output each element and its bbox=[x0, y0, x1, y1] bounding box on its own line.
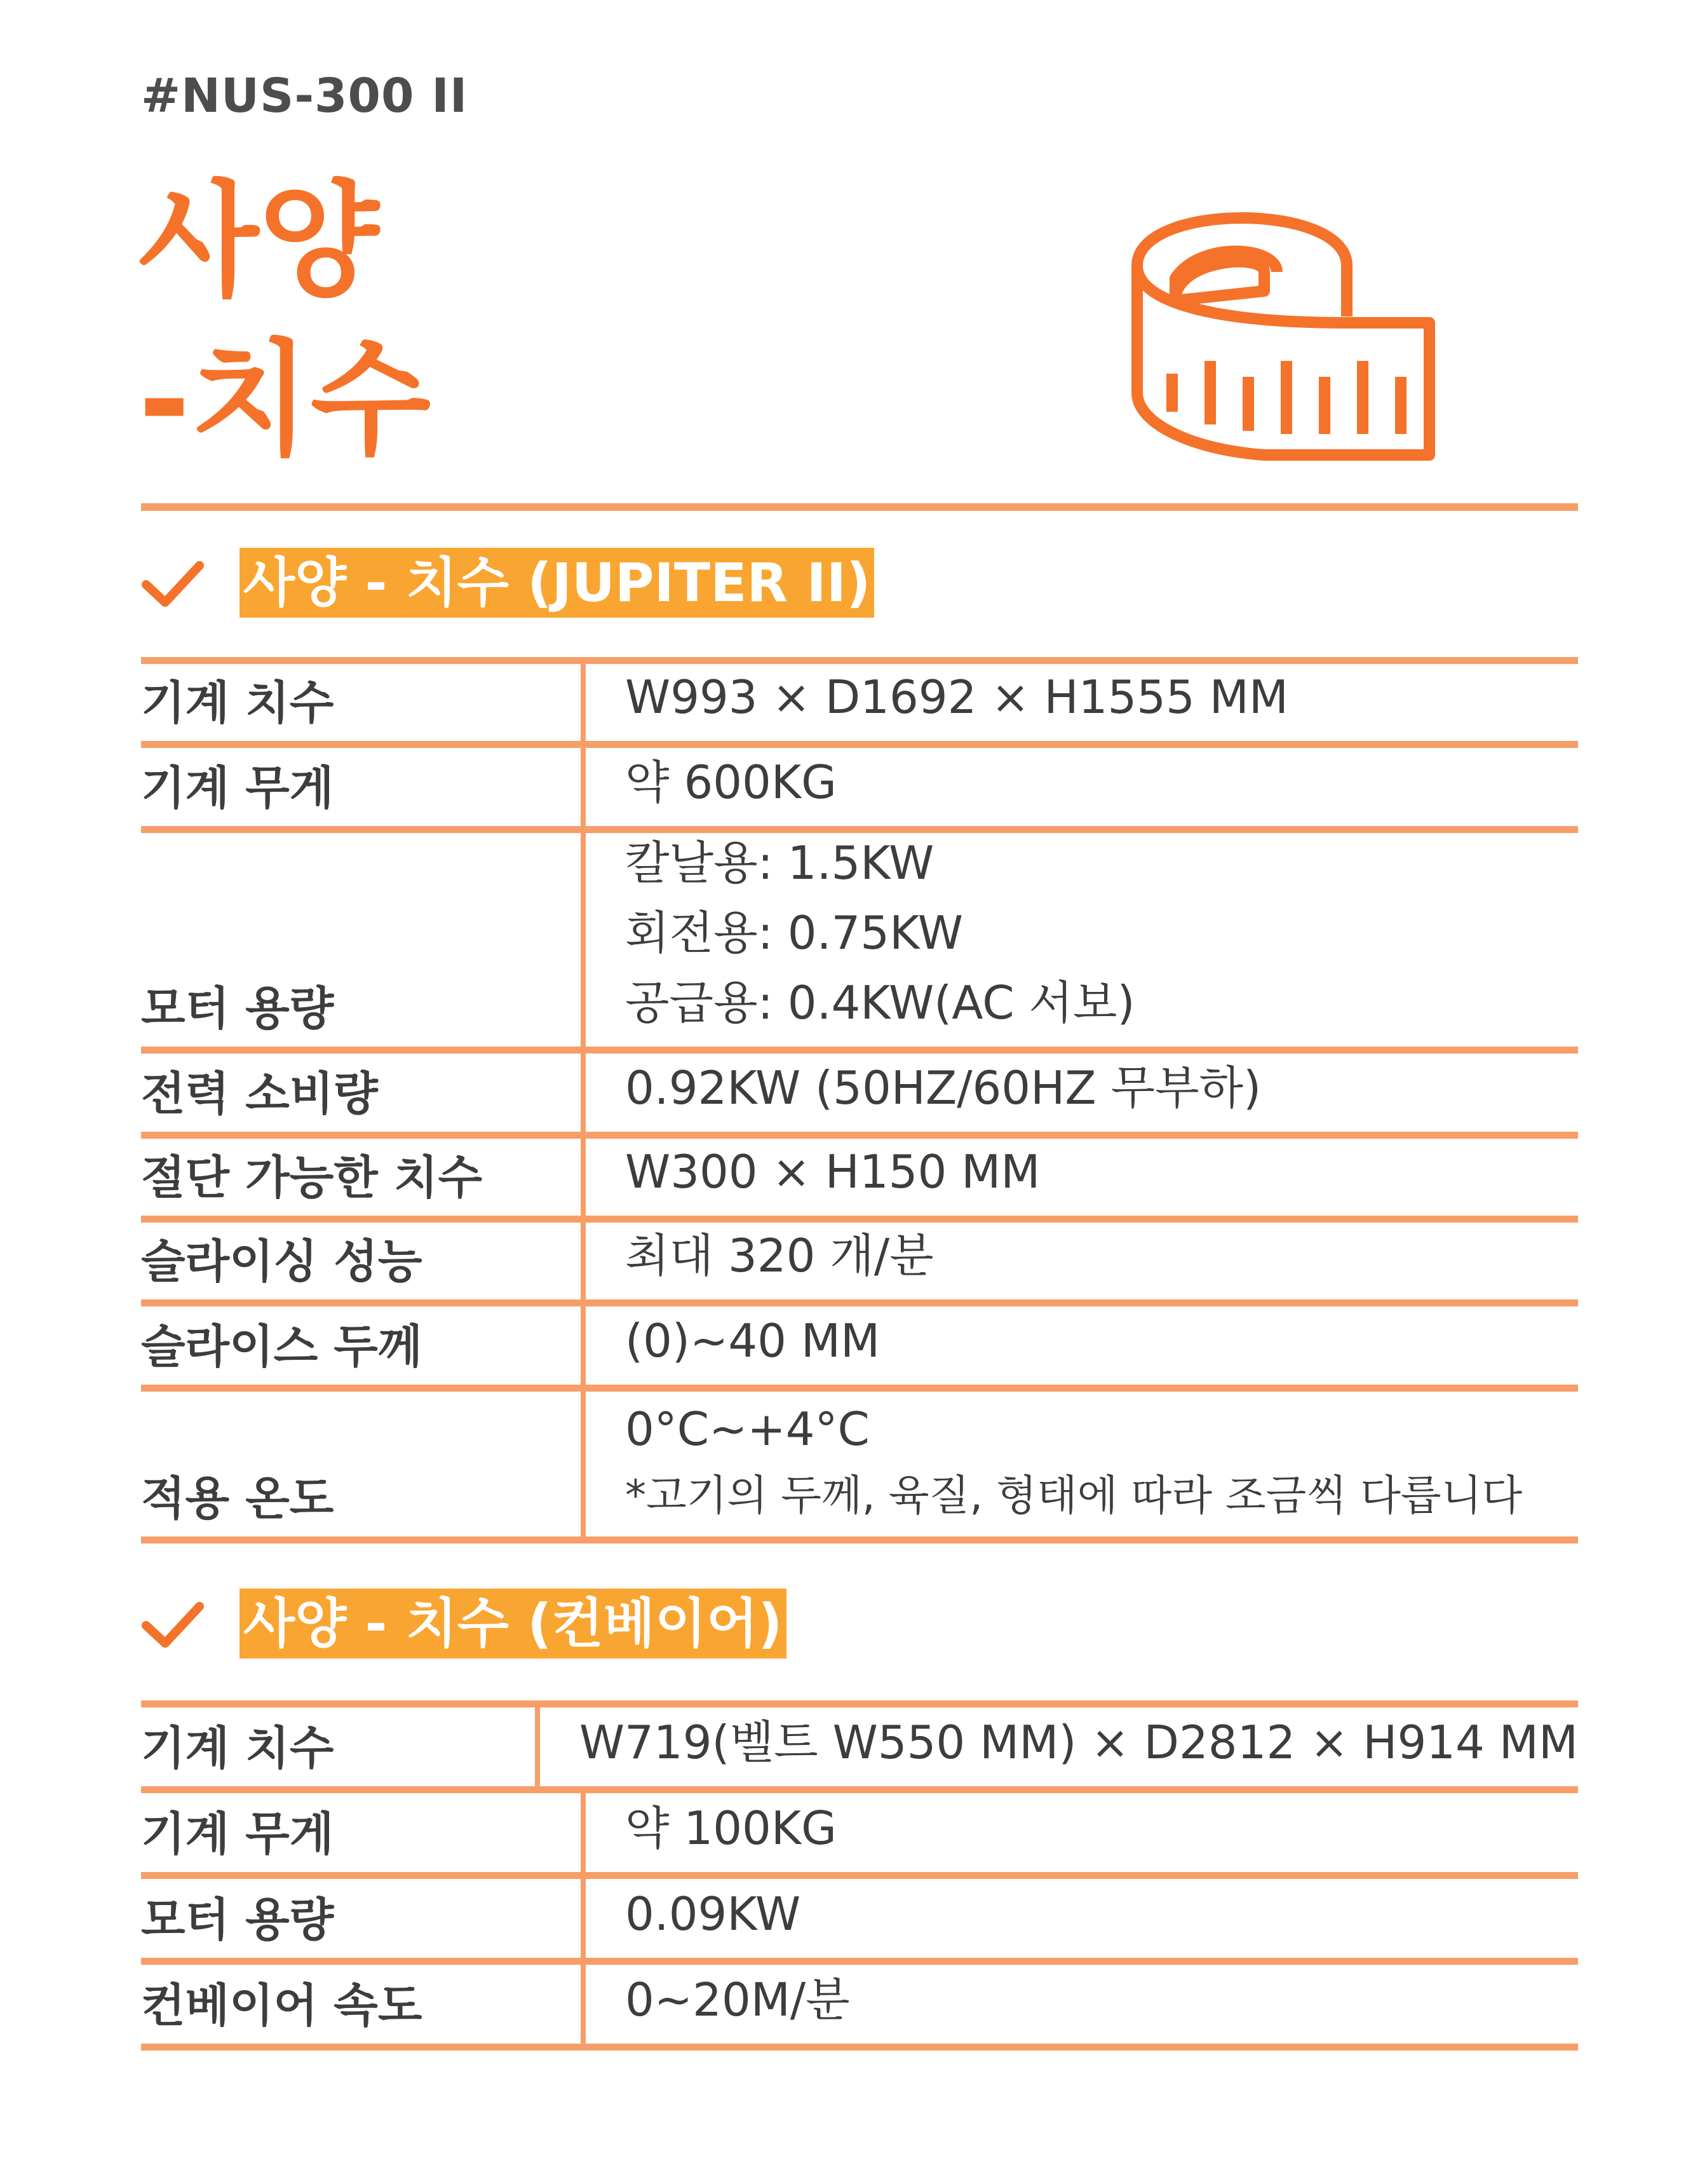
spec-table-conveyor bbox=[141, 1700, 1578, 2051]
table-row bbox=[141, 1707, 1578, 1793]
row-label: 절단 가능한 치수 bbox=[141, 1139, 586, 1216]
table-row bbox=[141, 664, 1578, 748]
section-label: 사양 - 치수 (JUPITER II) bbox=[240, 548, 874, 618]
spec-table-jupiter bbox=[141, 657, 1578, 1543]
section-heading-conveyor bbox=[141, 1589, 1578, 1658]
row-value: W300 × H150 MM bbox=[625, 1145, 1041, 1198]
header-divider bbox=[141, 503, 1578, 511]
table-row bbox=[141, 1306, 1578, 1392]
row-label: 기계 치수 bbox=[141, 1707, 540, 1786]
row-label: 기계 무게 bbox=[141, 1793, 586, 1872]
row-label: 컨베이어 속도 bbox=[141, 1965, 586, 2044]
table-row bbox=[141, 1139, 1578, 1223]
table-row bbox=[141, 1879, 1578, 1965]
row-label: 전력 소비량 bbox=[141, 1054, 586, 1132]
table-row bbox=[141, 1392, 1578, 1543]
row-label: 기계 무게 bbox=[141, 748, 586, 826]
check-icon bbox=[141, 559, 205, 610]
row-label: 적용 온도 bbox=[141, 1392, 586, 1536]
row-value: 0~20M/분 bbox=[625, 1973, 850, 2026]
row-value: (0)~40 MM bbox=[625, 1314, 880, 1367]
table-row bbox=[141, 1054, 1578, 1139]
row-label: 슬라이스 두께 bbox=[141, 1306, 586, 1385]
row-label: 슬라이싱 성능 bbox=[141, 1223, 586, 1299]
row-value: 최대 320 개/분 bbox=[625, 1229, 934, 1282]
section-label: 사양 - 치수 (컨베이어) bbox=[240, 1589, 786, 1658]
measuring-tape-icon bbox=[1124, 196, 1448, 463]
table-row bbox=[141, 748, 1578, 833]
row-value: 0°C~+4°C *고기의 두께, 육질, 형태에 따라 조금씩 다릅니다 bbox=[586, 1392, 1578, 1536]
row-label: 기계 치수 bbox=[141, 664, 586, 741]
page-title bbox=[138, 162, 431, 480]
check-icon bbox=[141, 1600, 205, 1651]
row-note: *고기의 두께, 육질, 형태에 따라 조금씩 다릅니다 bbox=[625, 1471, 1523, 1520]
row-value: 칼날용: 1.5KW 회전용: 0.75KW 공급용: 0.4KW(AC 서보) bbox=[625, 836, 1135, 1029]
table-row bbox=[141, 1793, 1578, 1879]
table-row bbox=[141, 1965, 1578, 2051]
row-value: W993 × D1692 × H1555 MM bbox=[625, 670, 1288, 724]
row-value: W719(벨트 W550 MM) × D2812 × H914 MM bbox=[579, 1716, 1578, 1769]
section-heading-jupiter bbox=[141, 548, 1578, 618]
row-value: 0.92KW (50HZ/60HZ 무부하) bbox=[625, 1061, 1262, 1115]
model-code: #NUS-300 II bbox=[141, 69, 468, 123]
table-row bbox=[141, 833, 1578, 1054]
page-title-line1: 사양 bbox=[138, 169, 379, 314]
table-row bbox=[141, 1223, 1578, 1306]
row-value: 0.09KW bbox=[625, 1887, 801, 1941]
row-label: 모터 용량 bbox=[141, 1879, 586, 1958]
row-label: 모터 용량 bbox=[141, 833, 586, 1047]
row-value: 약 100KG bbox=[625, 1801, 837, 1855]
row-value: 약 600KG bbox=[625, 756, 837, 809]
page-title-line2: -치수 bbox=[138, 328, 431, 473]
